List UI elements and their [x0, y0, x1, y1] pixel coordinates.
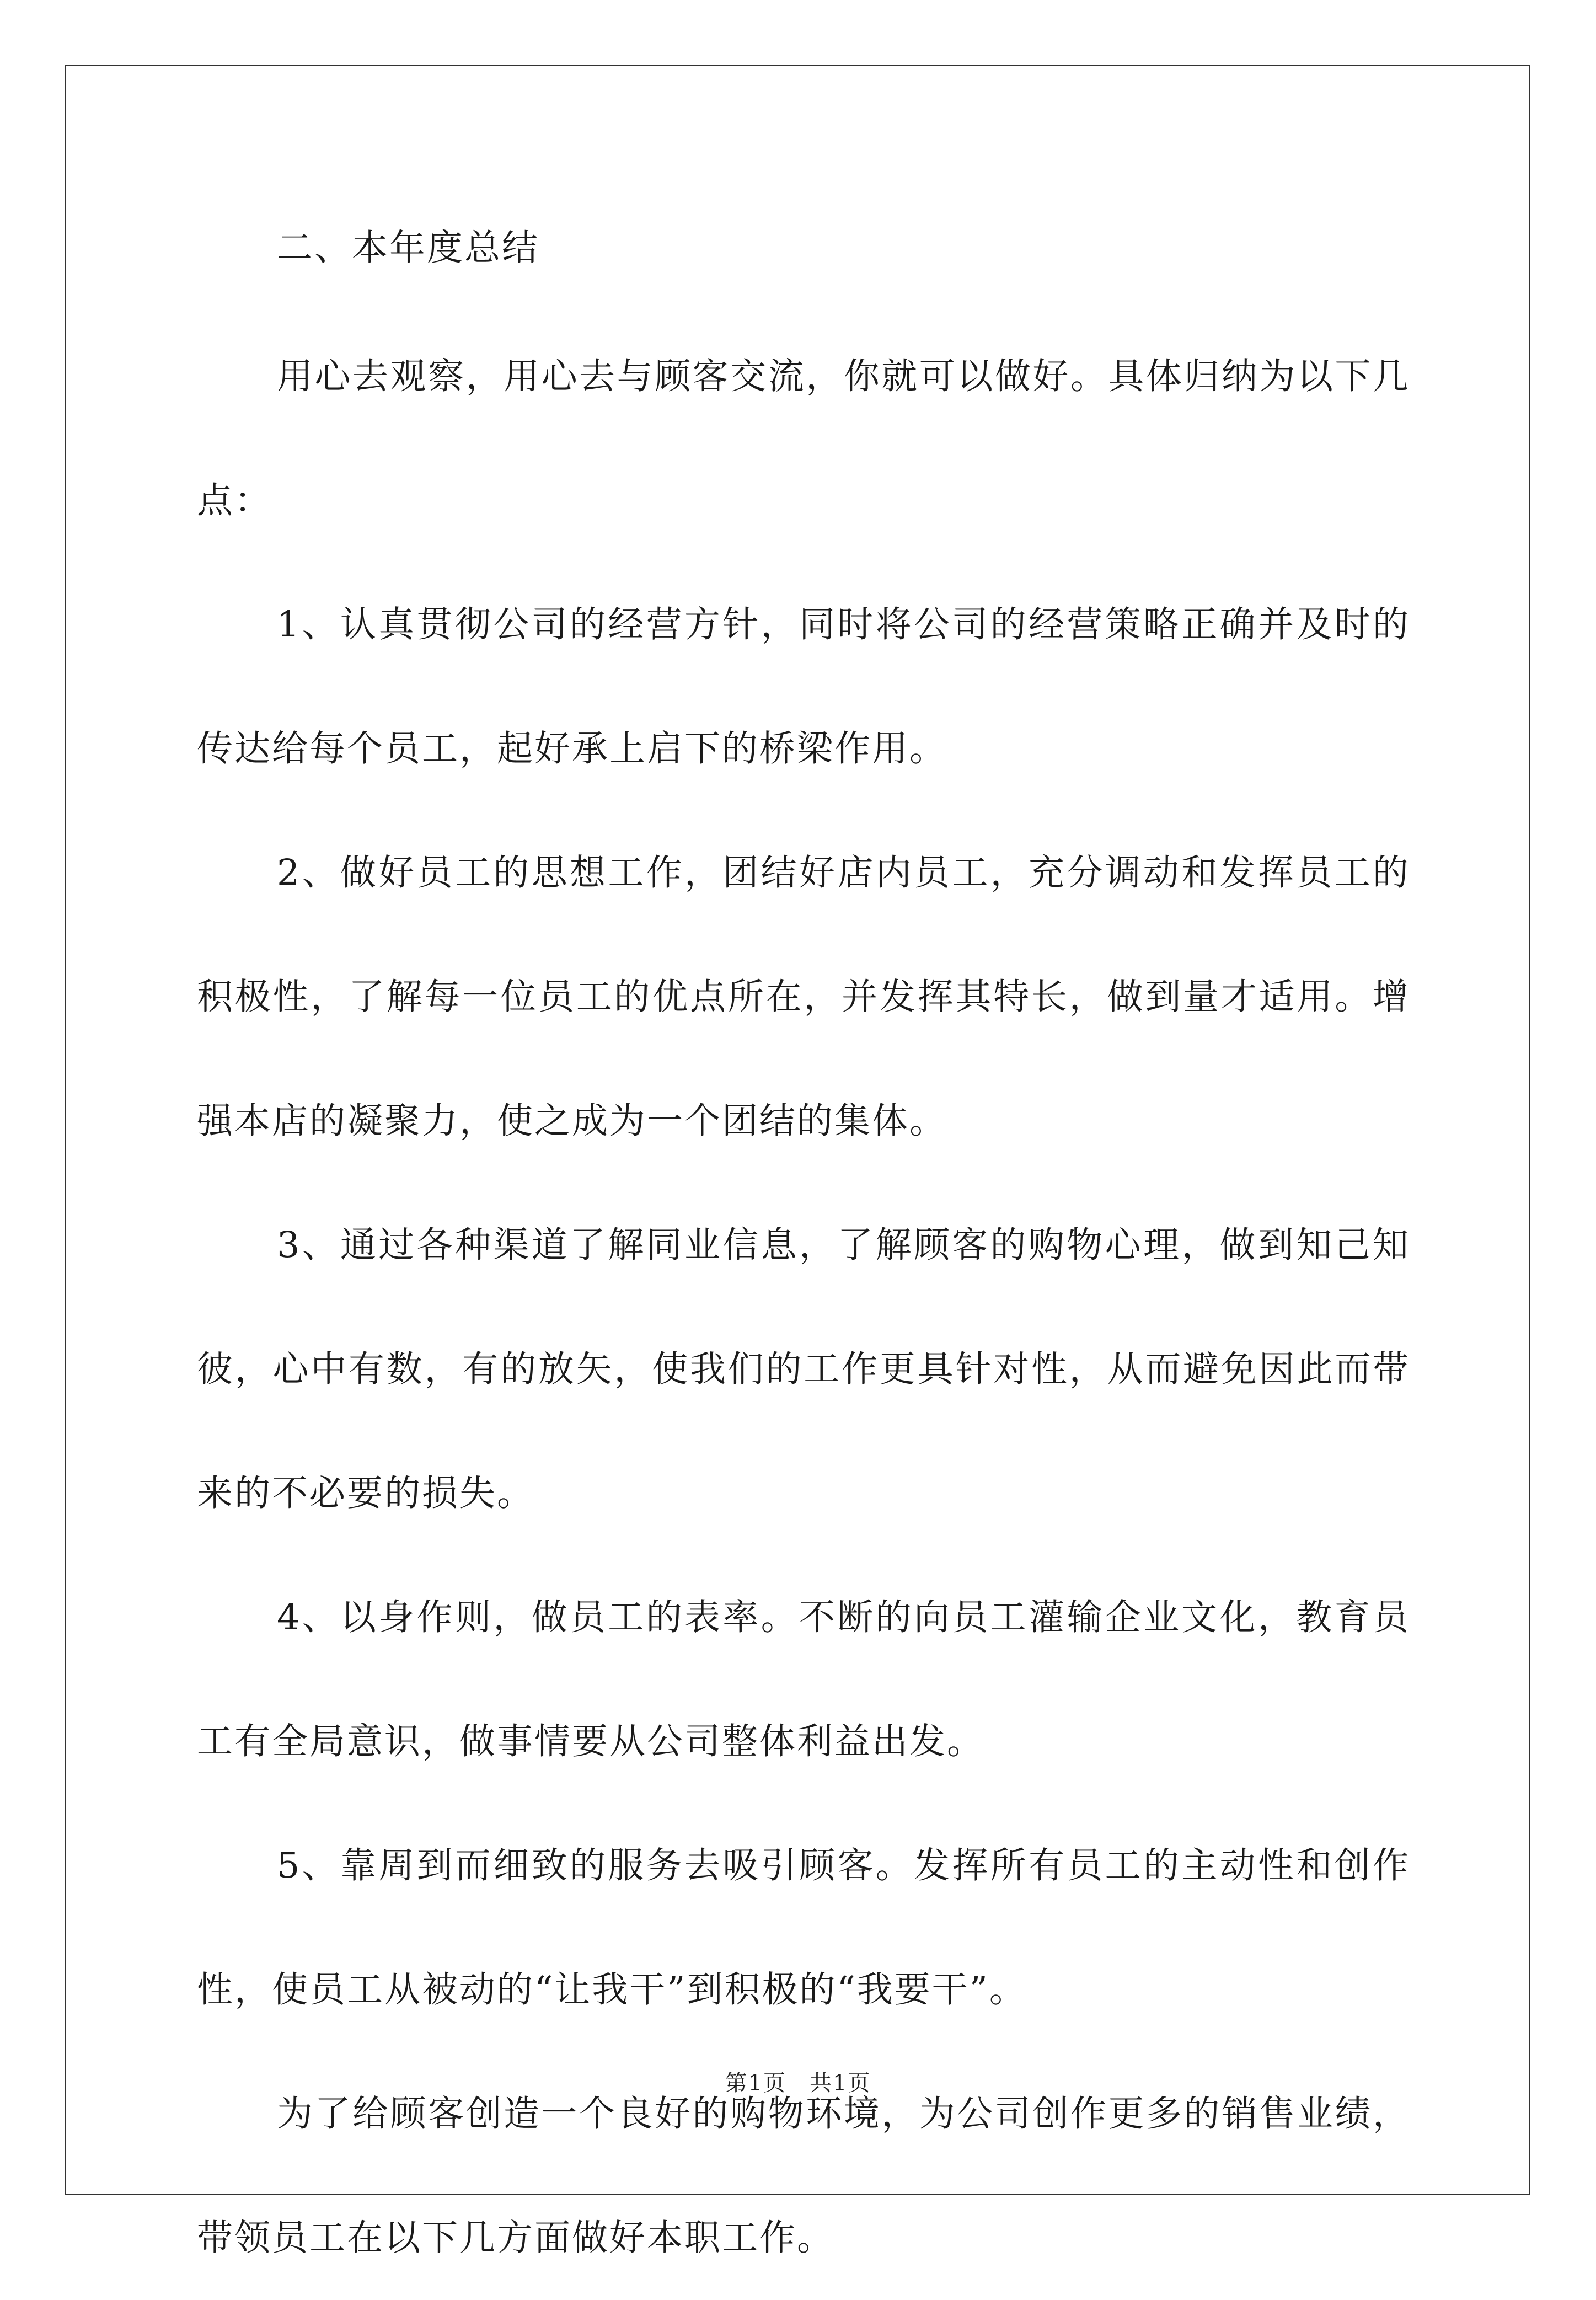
section-heading: 二、本年度总结 [277, 227, 540, 269]
paragraph-item-1: 1、认真贯彻公司的经营方针，同时将公司的经营策略正确并及时的传达给每个员工，起好承上启下的桥梁作用。 [197, 604, 1410, 769]
paragraph-closing: 为了给顾客创造一个良好的购物环境，为公司创作更多的销售业绩，带领员工在以下几方面做好本职工作。 [197, 2093, 1410, 2259]
paragraph-item-3: 3、通过各种渠道了解同业信息，了解顾客的购物心理，做到知己知彼，心中有数，有的放矢，使我们的工作更具针对性，从而避免因此而带来的不必要的损失。 [197, 1224, 1410, 1514]
paragraph-item-2: 2、做好员工的思想工作，团结好店内员工，充分调动和发挥员工的积极性，了解每一位员工的优点所在，并发挥其特长，做到量才适用。增强本店的凝聚力，使之成为一个团结的集体。 [197, 852, 1410, 1142]
paragraph-intro: 用心去观察，用心去与顾客交流，你就可以做好。具体归纳为以下几点： [197, 356, 1410, 521]
paragraph-item-5: 5、靠周到而细致的服务去吸引顾客。发挥所有员工的主动性和创作性，使员工从被动的“让我干”到积极的“我要干”。 [197, 1845, 1410, 2010]
document-body [197, 204, 1410, 2300]
paragraph-item-4: 4、以身作则，做员工的表率。不断的向员工灌输企业文化，教育员工有全局意识，做事情要从公司整体利益出发。 [197, 1597, 1410, 1762]
page-number-footer: 第1页 共1页 [725, 2071, 871, 2096]
